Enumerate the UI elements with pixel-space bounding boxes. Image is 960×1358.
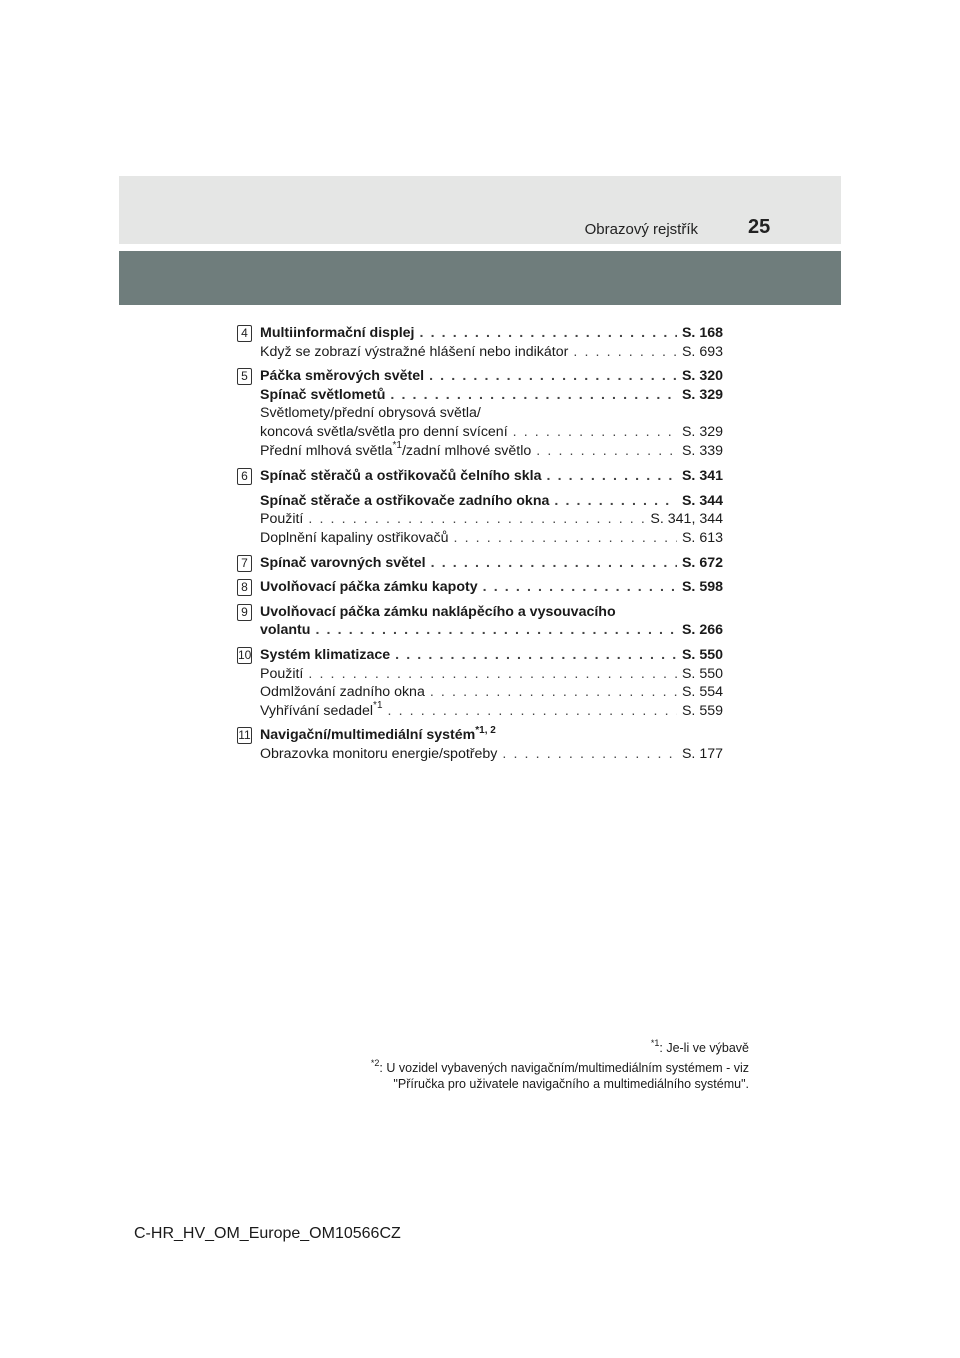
- dot-leader: [390, 386, 677, 405]
- entry-text: [260, 529, 448, 548]
- entry-label: Uvolňovací páčka zámku kapoty: [260, 579, 478, 596]
- entry-label: Světlomety/přední obrysová světla/: [260, 405, 481, 422]
- dot-leader: [502, 745, 677, 764]
- entry-text: [260, 745, 497, 764]
- page-number: 25: [748, 216, 771, 238]
- footnote-text: : Je-li ve výbavě: [659, 1041, 749, 1055]
- footnote: [371, 1037, 749, 1056]
- index-section: [237, 554, 723, 573]
- index-heading: [260, 726, 723, 745]
- callout-number-badge: 10: [238, 647, 252, 662]
- page-reference: S. 329: [681, 386, 723, 403]
- entry-label: Spínač varovných světel: [260, 554, 426, 571]
- entry-text: [260, 726, 496, 745]
- index-heading: [260, 367, 723, 386]
- entry-text: [260, 404, 481, 423]
- index-entry: [260, 699, 723, 721]
- dot-leader: [483, 578, 677, 597]
- entry-text: [260, 683, 425, 702]
- entry-label: Navigační/multimediální systém: [260, 727, 476, 744]
- callout-number-badge: 6: [237, 468, 252, 485]
- dot-leader: [420, 324, 677, 343]
- index-entry: [260, 439, 723, 461]
- index-entry: [260, 745, 723, 764]
- entry-label: Multiinformační displej: [260, 325, 415, 341]
- footnote-text: : U vozidel vybavených navigačním/multimediálním systémem - viz: [379, 1061, 749, 1075]
- index-heading: [260, 646, 723, 665]
- entry-text: [260, 492, 549, 511]
- page-reference: S. 613: [681, 529, 723, 546]
- section-title: Obrazový rejstřík: [584, 221, 698, 238]
- index-section: [237, 726, 723, 763]
- page-reference: S. 672: [681, 554, 723, 571]
- footnotes: [370, 1037, 749, 1096]
- dot-leader: [430, 683, 677, 702]
- page-reference: S. 550: [681, 665, 723, 682]
- page-reference: S. 550: [681, 646, 723, 663]
- index-entry: [260, 404, 723, 423]
- entry-label: Spínač stěrače a ostřikovače zadního okna: [260, 492, 550, 509]
- page-reference: S. 341, 344: [650, 511, 723, 528]
- callout-number-badge: 8: [237, 579, 252, 596]
- page-reference: S. 341: [681, 468, 723, 485]
- dot-leader: [513, 423, 677, 442]
- index-section: [237, 578, 723, 597]
- entry-text: [260, 367, 424, 386]
- entry-label: Spínač světlometů: [260, 386, 386, 403]
- index-entry: [260, 683, 723, 702]
- dot-leader: [395, 646, 677, 665]
- callout-number-badge: 5: [237, 368, 252, 385]
- footnote-marker: *1, 2: [475, 724, 496, 736]
- entry-text: [260, 646, 390, 665]
- entry-text: [260, 578, 478, 597]
- index-section: [237, 467, 723, 486]
- entry-text: [260, 510, 303, 529]
- page-reference: S. 329: [681, 423, 723, 440]
- page-reference: S. 554: [681, 684, 723, 701]
- page-reference: S. 320: [681, 368, 723, 385]
- footnote-marker: *2: [370, 1057, 380, 1068]
- callout-number-badge: 11: [238, 728, 251, 743]
- index-heading: [260, 386, 723, 405]
- index-entry: [260, 343, 723, 362]
- page-reference: S. 177: [681, 745, 723, 762]
- footnote: [370, 1057, 749, 1092]
- dot-leader: [388, 702, 677, 721]
- index-section: [237, 324, 723, 361]
- footnote-marker: *1: [392, 439, 402, 451]
- entry-text: [260, 621, 310, 640]
- index-entry: [260, 529, 723, 548]
- entry-text: [260, 665, 303, 684]
- dot-leader: [554, 492, 677, 511]
- dot-leader: [547, 467, 677, 486]
- footnote-text: "Příručka pro uživatele navigačního a multimediálního systému".: [393, 1077, 749, 1091]
- entry-label: Odmlžování zadního okna: [260, 684, 425, 701]
- footnote-line: [371, 1076, 749, 1092]
- entry-text: [260, 423, 508, 442]
- index-entry: [260, 510, 723, 529]
- page-reference: S. 339: [681, 442, 723, 459]
- index-entry: [260, 665, 723, 684]
- index-section: [237, 603, 723, 640]
- page-reference: S. 168: [681, 325, 723, 341]
- footnote-marker: *1: [650, 1037, 660, 1048]
- entry-label: Doplnění kapaliny ostřikovačů: [260, 529, 449, 546]
- entry-text: [260, 439, 532, 461]
- entry-label: Použití: [260, 665, 304, 682]
- index-heading: [260, 467, 723, 486]
- dot-leader: [308, 665, 677, 684]
- index-list: [237, 318, 723, 763]
- dot-leader: [536, 442, 677, 461]
- entry-text: [260, 386, 385, 405]
- header-band-light: [119, 176, 841, 244]
- dot-leader: [431, 554, 677, 573]
- dot-leader: [573, 343, 677, 362]
- dot-leader: [453, 529, 676, 548]
- page-reference: S. 266: [681, 622, 723, 639]
- page-reference: S. 598: [681, 579, 723, 596]
- page-reference: S. 693: [681, 343, 723, 360]
- index-section: [237, 492, 723, 548]
- entry-text: [260, 324, 415, 343]
- entry-text: [260, 343, 568, 362]
- entry-text: [260, 603, 616, 622]
- callout-number-badge: 7: [237, 555, 252, 572]
- header-band-dark: [119, 251, 841, 305]
- page-reference: S. 559: [681, 702, 723, 719]
- entry-text: [260, 467, 542, 486]
- footnote-line: [371, 1037, 749, 1056]
- entry-label: Přední mlhová světla: [260, 442, 393, 459]
- footnote-line: [370, 1057, 749, 1076]
- callout-number-badge: 4: [237, 325, 252, 342]
- entry-label: Páčka směrových světel: [260, 368, 425, 385]
- dot-leader: [315, 621, 677, 640]
- dot-leader: [429, 367, 677, 386]
- document-code: C-HR_HV_OM_Europe_OM10566CZ: [134, 1225, 401, 1242]
- entry-label: Obrazovka monitoru energie/spotřeby: [260, 745, 498, 762]
- footnote-marker: *1: [373, 699, 383, 711]
- index-entry: [260, 423, 723, 442]
- index-heading: [260, 578, 723, 597]
- index-section: [237, 367, 723, 460]
- index-heading: [260, 324, 723, 343]
- entry-label: volantu: [260, 622, 311, 639]
- index-heading: [260, 554, 723, 573]
- index-heading: [260, 621, 723, 640]
- index-heading: [260, 603, 723, 622]
- entry-text: [260, 554, 426, 573]
- index-heading: [260, 492, 723, 511]
- entry-label: Vyhřívání sedadel: [260, 702, 374, 719]
- entry-label: Spínač stěračů a ostřikovačů čelního skla: [260, 468, 542, 485]
- index-section: [237, 646, 723, 720]
- dot-leader: [308, 510, 645, 529]
- entry-text: [260, 699, 383, 721]
- callout-number-badge: 9: [237, 604, 252, 621]
- entry-label: Když se zobrazí výstražné hlášení nebo indikátor: [260, 343, 569, 360]
- entry-label: koncová světla/světla pro denní svícení: [260, 423, 508, 440]
- entry-label: Systém klimatizace: [260, 646, 391, 663]
- entry-label-continued: /zadní mlhové světlo: [401, 442, 532, 459]
- page-reference: S. 344: [681, 492, 723, 509]
- entry-label: Uvolňovací páčka zámku naklápěcího a vysouvacího: [260, 603, 616, 620]
- entry-label: Použití: [260, 511, 304, 528]
